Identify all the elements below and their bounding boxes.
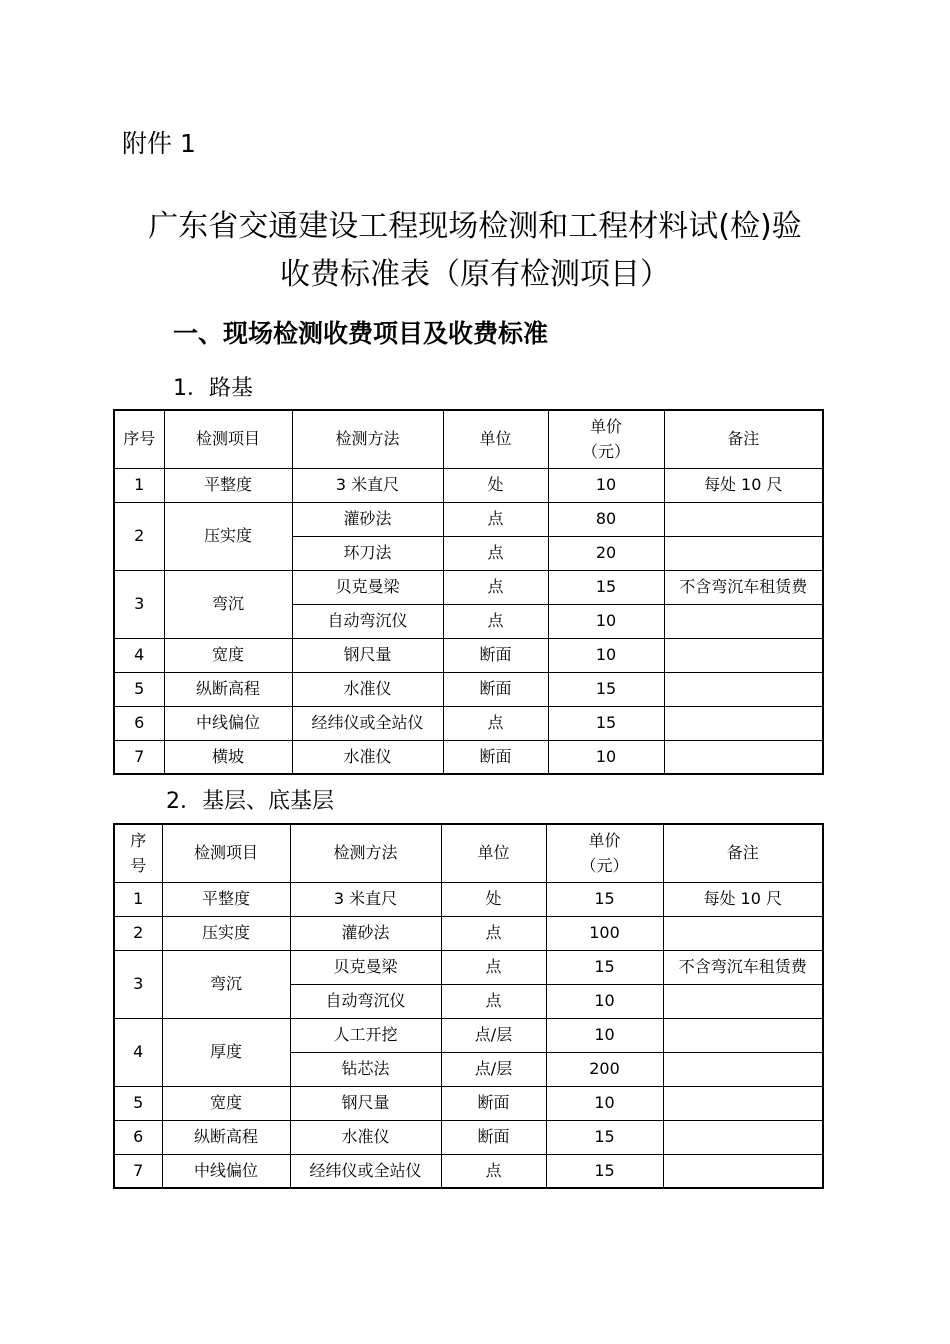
cell-unit: 处 (441, 882, 546, 916)
cell-seq: 5 (114, 1086, 162, 1120)
cell-note (663, 1052, 823, 1086)
cell-method: 灌砂法 (292, 502, 443, 536)
cell-item: 平整度 (164, 468, 292, 502)
cell-item: 弯沉 (164, 570, 292, 638)
cell-unit: 点 (443, 502, 548, 536)
table-row (114, 1018, 823, 1052)
cell-method: 贝克曼梁 (290, 950, 441, 984)
cell-unit: 点 (441, 916, 546, 950)
cell-note (664, 604, 823, 638)
cell-seq: 7 (114, 740, 164, 774)
header-note: 备注 (663, 824, 823, 882)
cell-seq: 6 (114, 1120, 162, 1154)
header-seq: 序号 (114, 410, 164, 468)
cell-method: 自动弯沉仪 (292, 604, 443, 638)
subgrade-fee-table (113, 409, 824, 775)
header-item: 检测项目 (162, 824, 290, 882)
cell-note (663, 916, 823, 950)
cell-item: 厚度 (162, 1018, 290, 1086)
cell-price: 10 (546, 984, 663, 1018)
cell-unit: 点 (443, 604, 548, 638)
cell-price: 15 (546, 1120, 663, 1154)
cell-method: 3 米直尺 (290, 882, 441, 916)
cell-method: 水准仪 (292, 672, 443, 706)
cell-price: 10 (548, 468, 664, 502)
cell-seq: 1 (114, 882, 162, 916)
table-row (114, 570, 823, 604)
cell-price: 10 (548, 604, 664, 638)
attachment-label: 附件 1 (122, 129, 196, 158)
cell-item: 弯沉 (162, 950, 290, 1018)
table-row (114, 950, 823, 984)
cell-method: 贝克曼梁 (292, 570, 443, 604)
cell-unit: 断面 (441, 1086, 546, 1120)
cell-unit: 点 (443, 706, 548, 740)
header-price: 单价 （元） (548, 410, 664, 468)
cell-item: 中线偏位 (162, 1154, 290, 1188)
cell-note (663, 1120, 823, 1154)
subsection-base-layer: 2．基层、底基层 (166, 789, 334, 814)
cell-method: 钢尺量 (292, 638, 443, 672)
cell-note (663, 984, 823, 1018)
cell-method: 钻芯法 (290, 1052, 441, 1086)
cell-note (664, 536, 823, 570)
cell-method: 环刀法 (292, 536, 443, 570)
cell-price: 10 (546, 1086, 663, 1120)
cell-price: 100 (546, 916, 663, 950)
header-method: 检测方法 (292, 410, 443, 468)
cell-note (664, 740, 823, 774)
table-row (114, 706, 823, 740)
cell-seq: 3 (114, 570, 164, 638)
header-item: 检测项目 (164, 410, 292, 468)
table-row (114, 638, 823, 672)
cell-price: 15 (548, 706, 664, 740)
cell-item: 压实度 (164, 502, 292, 570)
cell-price: 15 (546, 882, 663, 916)
cell-method: 灌砂法 (290, 916, 441, 950)
cell-seq: 3 (114, 950, 162, 1018)
cell-seq: 5 (114, 672, 164, 706)
cell-price: 15 (548, 672, 664, 706)
cell-note (663, 1154, 823, 1188)
header-unit: 单位 (441, 824, 546, 882)
cell-price: 10 (548, 638, 664, 672)
cell-item: 中线偏位 (164, 706, 292, 740)
cell-note: 不含弯沉车租赁费 (664, 570, 823, 604)
cell-price: 80 (548, 502, 664, 536)
cell-unit: 点 (443, 536, 548, 570)
cell-note: 每处 10 尺 (663, 882, 823, 916)
cell-method: 钢尺量 (290, 1086, 441, 1120)
cell-note (664, 706, 823, 740)
cell-method: 人工开挖 (290, 1018, 441, 1052)
cell-note (664, 502, 823, 536)
cell-price: 10 (546, 1018, 663, 1052)
cell-note: 每处 10 尺 (664, 468, 823, 502)
table-row (114, 672, 823, 706)
cell-unit: 断面 (443, 672, 548, 706)
table-header-row (114, 824, 823, 882)
cell-note (664, 672, 823, 706)
cell-price: 15 (548, 570, 664, 604)
cell-unit: 点/层 (441, 1052, 546, 1086)
cell-price: 15 (546, 950, 663, 984)
cell-method: 水准仪 (290, 1120, 441, 1154)
cell-unit: 断面 (443, 740, 548, 774)
header-unit: 单位 (443, 410, 548, 468)
cell-item: 纵断高程 (162, 1120, 290, 1154)
cell-price: 10 (548, 740, 664, 774)
base-layer-fee-table (113, 823, 824, 1189)
table-row (114, 502, 823, 536)
cell-seq: 7 (114, 1154, 162, 1188)
cell-unit: 点/层 (441, 1018, 546, 1052)
table-row (114, 882, 823, 916)
cell-item: 宽度 (164, 638, 292, 672)
cell-price: 15 (546, 1154, 663, 1188)
header-seq: 序 号 (114, 824, 162, 882)
cell-seq: 4 (114, 638, 164, 672)
cell-item: 平整度 (162, 882, 290, 916)
cell-method: 自动弯沉仪 (290, 984, 441, 1018)
cell-item: 宽度 (162, 1086, 290, 1120)
cell-unit: 断面 (443, 638, 548, 672)
cell-seq: 6 (114, 706, 164, 740)
header-method: 检测方法 (290, 824, 441, 882)
cell-method: 3 米直尺 (292, 468, 443, 502)
table-row (114, 1120, 823, 1154)
table-row (114, 740, 823, 774)
cell-unit: 点 (441, 950, 546, 984)
cell-method: 经纬仪或全站仪 (292, 706, 443, 740)
cell-price: 200 (546, 1052, 663, 1086)
table-row (114, 468, 823, 502)
cell-item: 压实度 (162, 916, 290, 950)
cell-note (663, 1086, 823, 1120)
cell-note: 不含弯沉车租赁费 (663, 950, 823, 984)
cell-method: 水准仪 (292, 740, 443, 774)
cell-item: 横坡 (164, 740, 292, 774)
document-title-line2: 收费标准表（原有检测项目） (280, 257, 670, 292)
cell-unit: 点 (441, 984, 546, 1018)
cell-seq: 1 (114, 468, 164, 502)
cell-seq: 2 (114, 916, 162, 950)
cell-unit: 点 (443, 570, 548, 604)
cell-price: 20 (548, 536, 664, 570)
document-title-line1: 广东省交通建设工程现场检测和工程材料试(检)验 (148, 209, 802, 244)
table-row (114, 1086, 823, 1120)
cell-note (663, 1018, 823, 1052)
cell-unit: 点 (441, 1154, 546, 1188)
table-row (114, 1154, 823, 1188)
cell-item: 纵断高程 (164, 672, 292, 706)
cell-method: 经纬仪或全站仪 (290, 1154, 441, 1188)
section-heading: 一、现场检测收费项目及收费标准 (173, 319, 549, 348)
cell-note (664, 638, 823, 672)
cell-seq: 4 (114, 1018, 162, 1086)
table-header-row (114, 410, 823, 468)
header-price: 单价 （元） (546, 824, 663, 882)
subsection-subgrade: 1．路基 (173, 376, 253, 401)
cell-seq: 2 (114, 502, 164, 570)
table-row (114, 916, 823, 950)
cell-unit: 处 (443, 468, 548, 502)
cell-unit: 断面 (441, 1120, 546, 1154)
header-note: 备注 (664, 410, 823, 468)
